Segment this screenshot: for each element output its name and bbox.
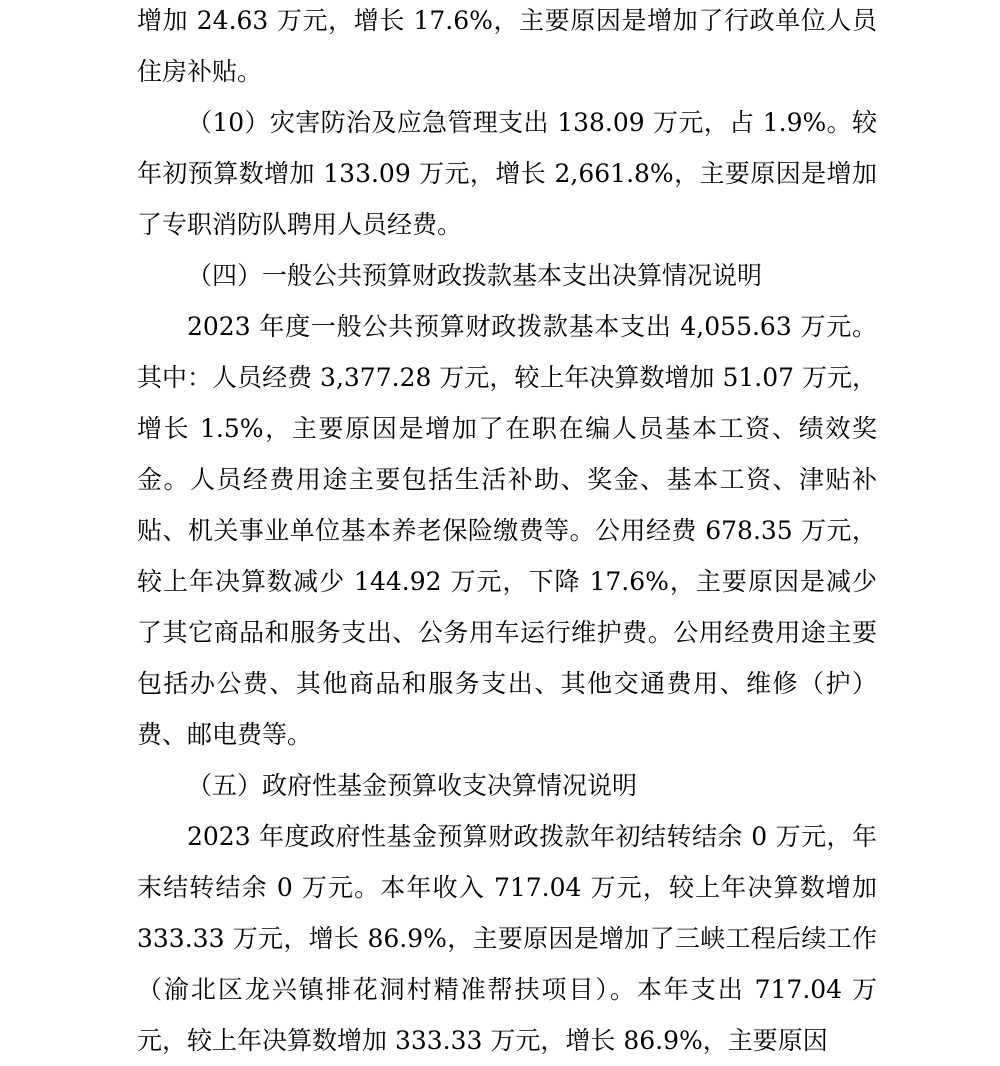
section-heading-government-fund: （五）政府性基金预算收支决算情况说明 xyxy=(187,771,638,800)
document-page xyxy=(137,0,877,1066)
paragraph-housing-subsidy: 增加 24.63 万元，增长 17.6%，主要原因是增加了行政单位人员住房补贴。 xyxy=(137,6,877,86)
section-heading-basic-expenditure: （四）一般公共预算财政拨款基本支出决算情况说明 xyxy=(187,261,763,290)
paragraph-basic-expenditure: 2023 年度一般公共预算财政拨款基本支出 4,055.63 万元。其中：人员经费 3,377.28 万元，较上年决算数增加 51.07 万元，增长 1.5%，主要原因是增加了在职在编人员基本工资、绩效奖金。人员经费用途主要包括生活补助、奖金、基本工资、津贴补贴、机关事业单位基本养老保险缴费等。公用经费 678.35 万元，较上年决算数减少 144.92 万元，下降 17.6%，主要原因是减少了其它商品和服务支出、公务用车运行维护费。公用经费用途主要包括办公费、其他商品和服务支出、其他交通费用、维修（护）费、邮电费等。 xyxy=(137,312,877,749)
paragraph-disaster-prevention: （10）灾害防治及应急管理支出 138.09 万元，占 1.9%。较年初预算数增加 133.09 万元，增长 2,661.8%，主要原因是增加了专职消防队聘用人员经费。 xyxy=(137,108,877,239)
paragraph-government-fund: 2023 年度政府性基金预算财政拨款年初结转结余 0 万元，年末结转结余 0 万元。本年收入 717.04 万元，较上年决算数增加 333.33 万元，增长 86.9%，主要原因是增加了三峡工程后续工作（渝北区龙兴镇排花洞村精准帮扶项目）。本年支出 717.04 万元，较上年决算数增加 333.33 万元，增长 86.9%，主要原因 xyxy=(137,822,877,1055)
